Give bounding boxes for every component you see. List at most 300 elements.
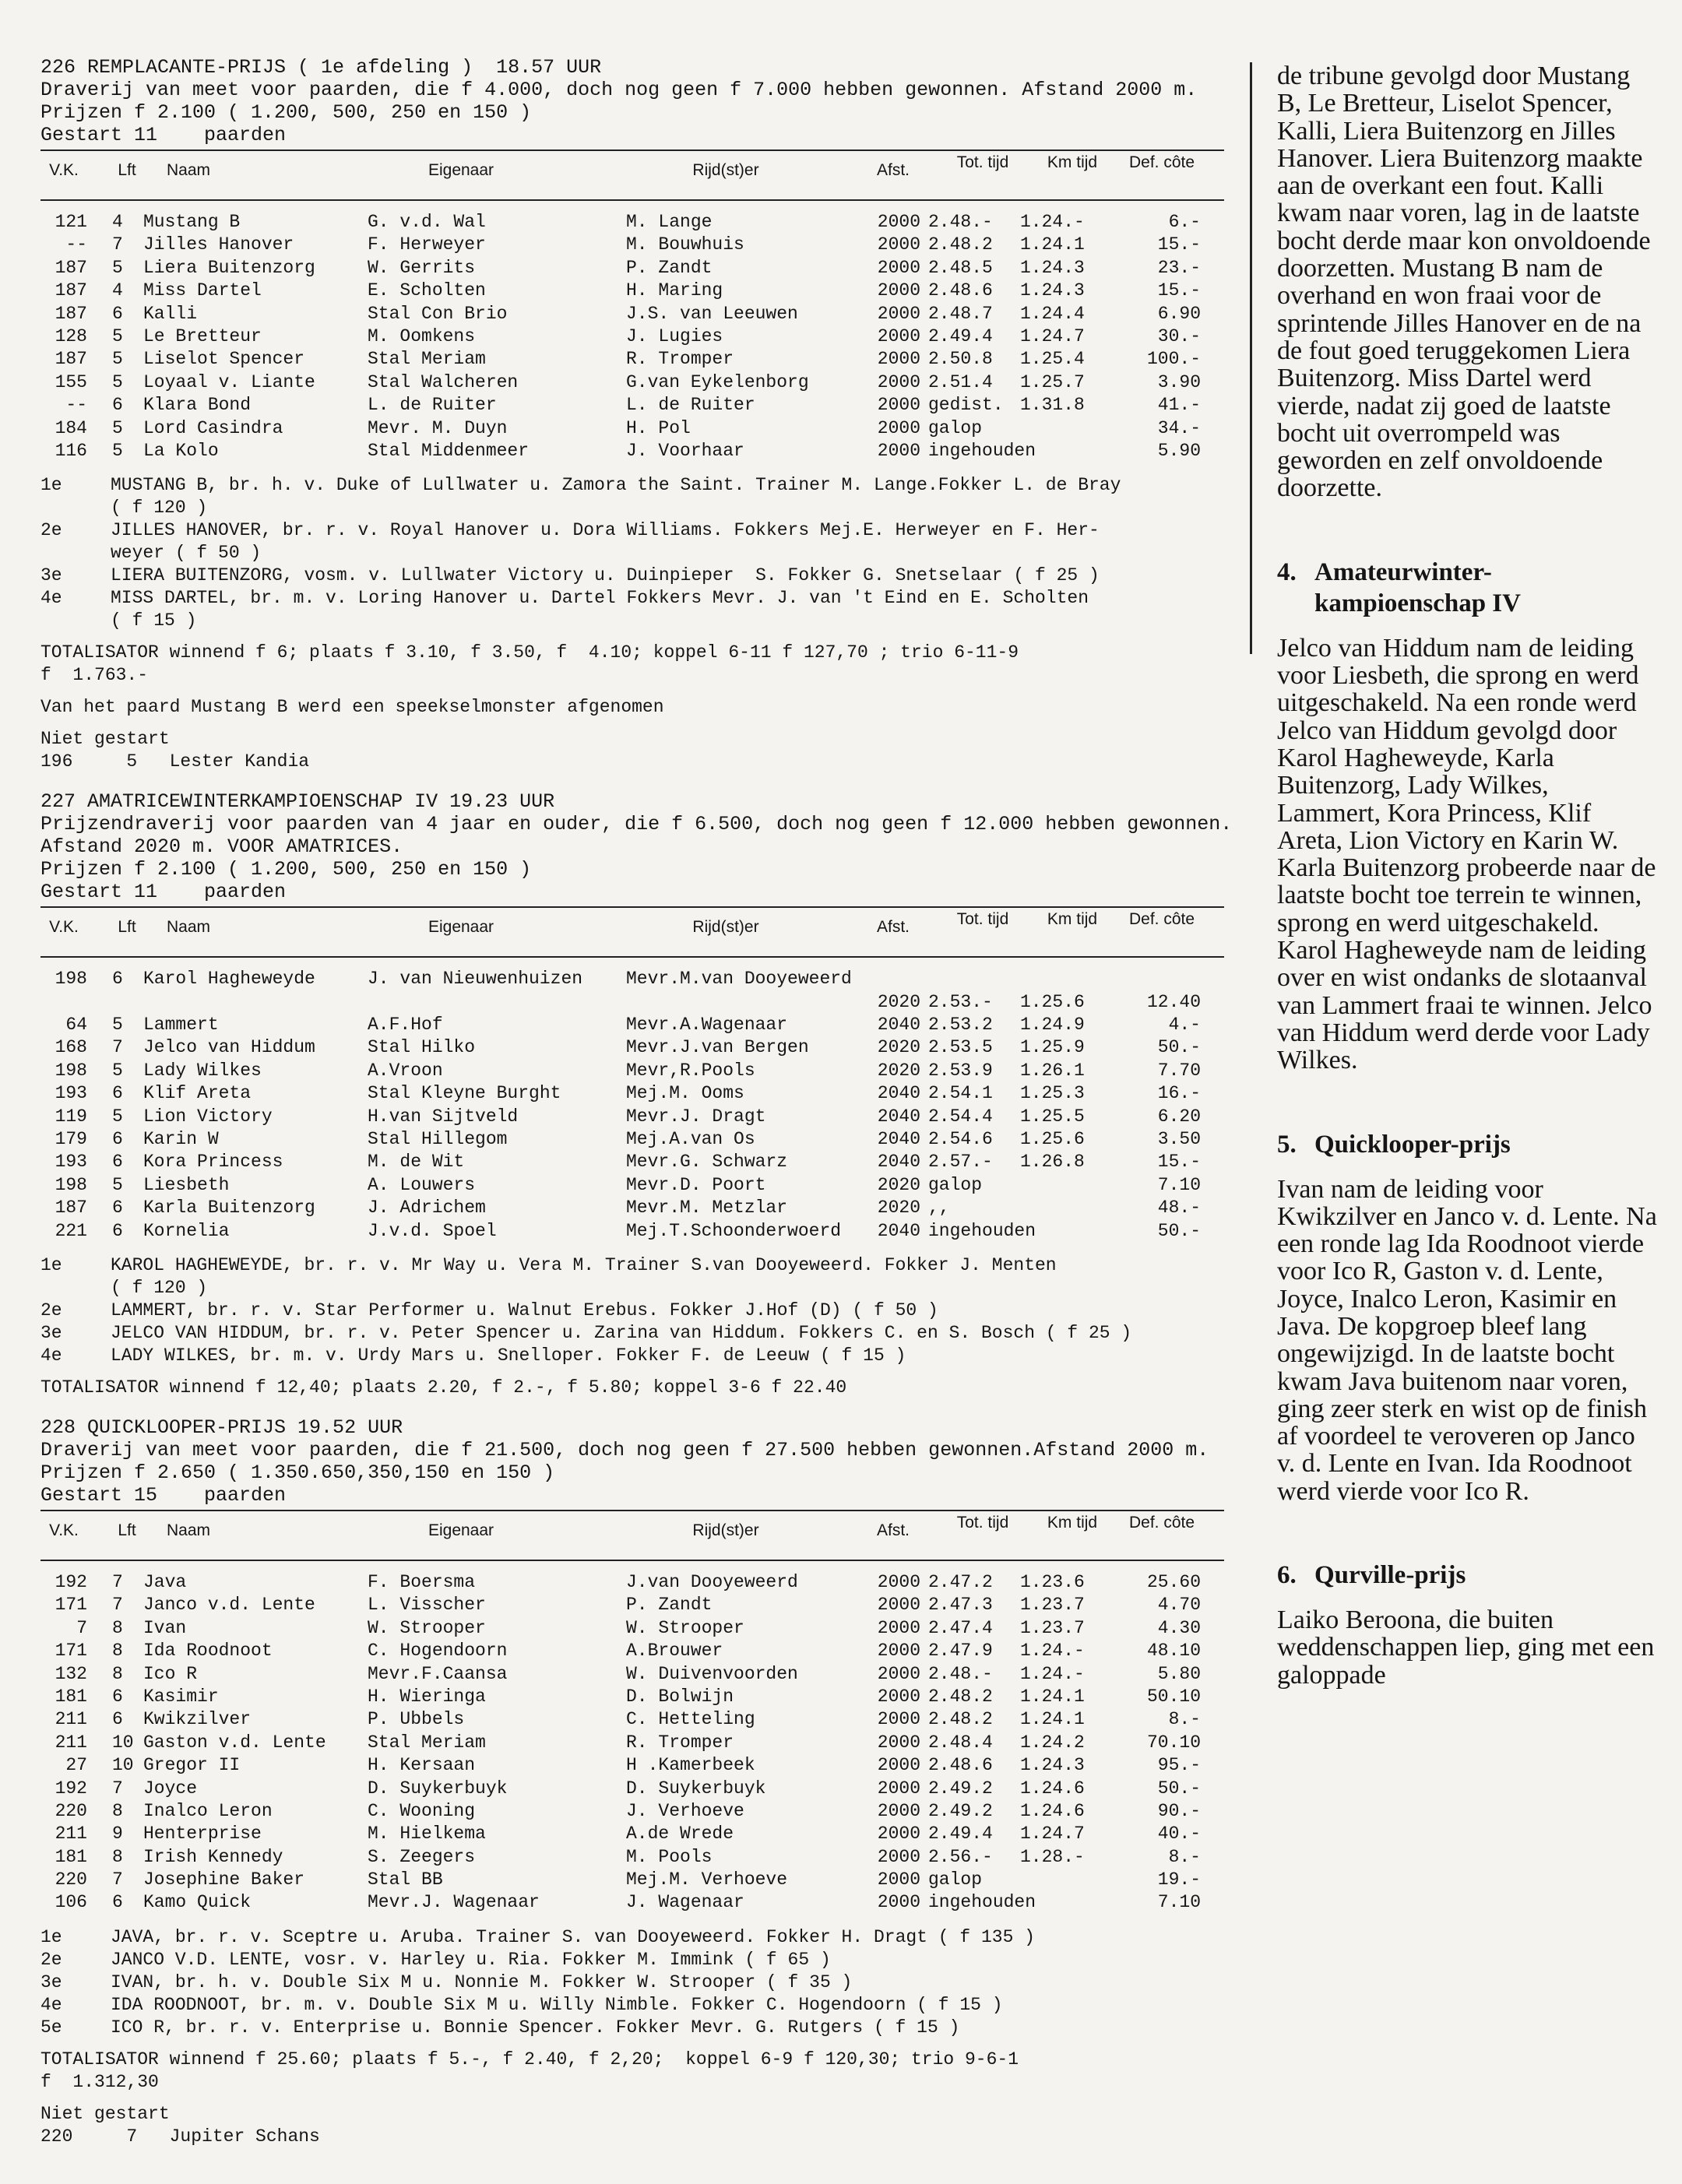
table-cell: 2000 (877, 1709, 920, 1730)
column-header: V.K. (49, 918, 79, 937)
table-cell: Liesbeth (143, 1174, 230, 1195)
table-row (40, 1083, 1224, 1106)
table-cell: 7.10 (1157, 1174, 1201, 1195)
table-cell: 1.23.7 (1020, 1595, 1085, 1616)
table-cell: 2.54.4 (928, 1106, 993, 1127)
table-row (40, 1618, 1224, 1641)
table-cell: F. Herweyer (368, 234, 486, 255)
table-cell: R. Tromper (626, 349, 734, 370)
starters-count: Gestart 11 paarden (40, 124, 287, 146)
table-cell: 116 (55, 440, 87, 461)
table-cell: 7 (112, 1595, 123, 1616)
table-cell: 4.70 (1157, 1595, 1201, 1616)
table-cell: 155 (55, 371, 87, 392)
table-cell: 1.24.- (1020, 212, 1085, 232)
table-cell: 2000 (877, 212, 920, 232)
table-cell: D. Suykerbuyk (626, 1778, 766, 1799)
table-cell: Mevr.J. Wagenaar (368, 1892, 540, 1913)
table-cell: 2.56.- (928, 1846, 993, 1867)
table-cell: Jelco van Hiddum (143, 1037, 315, 1058)
column-header: Def. côte (1128, 910, 1195, 929)
table-cell: 1.23.6 (1020, 1571, 1085, 1592)
table-cell: Mustang B (143, 212, 241, 232)
table-cell: J.S. van Leeuwen (626, 303, 798, 324)
table-cell: 25.60 (1146, 1571, 1201, 1592)
placing-rank: 1e (40, 475, 62, 496)
table-row (40, 280, 1224, 303)
table-row (40, 212, 1224, 234)
race-note: Niet gestart 196 5 Lester Kandia (40, 729, 310, 772)
table-cell: Kamo Quick (143, 1892, 252, 1913)
table-row (40, 234, 1224, 257)
table-cell: 7 (76, 1617, 87, 1638)
table-cell: 2.53.- (928, 991, 993, 1012)
table-cell: 187 (55, 349, 87, 370)
placing-entry (40, 564, 1224, 587)
table-cell: 1.24.6 (1020, 1800, 1085, 1821)
table-cell: 2.49.2 (928, 1778, 993, 1799)
placing-text: JILLES HANOVER, br. r. v. Royal Hanover u. Dora Williams. Fokkers Mej.E. Herweyer en F. Her- weyer ( f 50 ) (111, 520, 1100, 564)
table-cell: 2000 (877, 1800, 920, 1821)
table-cell: 48.- (1157, 1198, 1201, 1219)
table-cell: 211 (55, 1824, 87, 1845)
placing-entry (40, 519, 1224, 564)
spacer (40, 1915, 1224, 1926)
table-cell: P. Zandt (626, 1595, 713, 1616)
table-cell: 2.48.7 (928, 303, 993, 324)
placings-list (40, 1926, 1224, 2039)
column-header: Afst. (876, 1521, 910, 1539)
column-header: Lft (118, 1521, 136, 1539)
table-cell: 70.10 (1146, 1732, 1201, 1753)
table-cell: 8.- (1168, 1709, 1201, 1730)
table-cell: W. Duivenvoorden (626, 1663, 798, 1684)
table-cell: 2000 (877, 1755, 920, 1776)
table-cell: 50.- (1157, 1037, 1201, 1058)
table-cell: 1.25.6 (1020, 991, 1085, 1012)
table-cell: 2020 (877, 1198, 920, 1219)
table-row (40, 258, 1224, 280)
table-row (40, 1847, 1224, 1869)
table-cell: 2.48.6 (928, 1755, 993, 1776)
table-cell: Ida Roodnoot (143, 1641, 273, 1662)
table-cell: 5 (112, 417, 123, 438)
table-cell: 220 (55, 1800, 87, 1821)
section-number: 5. (1277, 1130, 1297, 1159)
section-text: Laiko Beroona, die buiten weddenschappen liep, ging met een galoppade (1277, 1605, 1655, 1690)
table-cell: 23.- (1157, 257, 1201, 278)
column-header: Naam (166, 1521, 211, 1539)
table-cell: 2.48.- (928, 212, 993, 232)
table-cell: 6 (112, 969, 123, 990)
table-cell: C. Hetteling (626, 1709, 755, 1730)
placing-rank: 2e (40, 1949, 62, 1970)
table-cell: 168 (55, 1037, 87, 1058)
table-cell: Kora Princess (143, 1152, 283, 1173)
placing-text: JANCO V.D. LENTE, vosr. v. Harley u. Ria. Fokker M. Immink ( f 65 ) (111, 1949, 831, 1970)
table-cell: -- (65, 234, 87, 255)
placing-text: LADY WILKES, br. m. v. Urdy Mars u. Snelloper. Fokker F. de Leeuw ( f 15 ) (111, 1345, 906, 1366)
table-cell: 6 (112, 303, 123, 324)
table-cell: Kornelia (143, 1220, 230, 1241)
table-cell: 2020 (877, 1060, 920, 1081)
table-cell: Mevr.M.van Dooyeweerd (626, 969, 852, 990)
table-cell: 6 (112, 1220, 123, 1241)
column-header: Tot. tijd (956, 1513, 1009, 1532)
table-cell: 8 (112, 1800, 123, 1821)
column-header: Def. côte (1128, 1513, 1195, 1532)
table-cell: 9 (112, 1824, 123, 1845)
table-cell: 1.24.- (1020, 1663, 1085, 1684)
table-row (40, 1152, 1224, 1174)
placing-entry (40, 1322, 1224, 1345)
table-cell: 2.47.4 (928, 1617, 993, 1638)
spacer (40, 2148, 1224, 2159)
table-cell: 2000 (877, 1778, 920, 1799)
section-heading (1277, 557, 1659, 619)
table-cell: 7.70 (1157, 1060, 1201, 1081)
table-cell: 50.- (1157, 1220, 1201, 1241)
table-row (40, 418, 1224, 441)
table-cell: 5 (112, 1060, 123, 1081)
table-cell: 2.49.4 (928, 1824, 993, 1845)
table-cell: Mej.M. Ooms (626, 1083, 744, 1104)
table-cell: 2000 (877, 234, 920, 255)
table-cell: Mevr.J.van Bergen (626, 1037, 809, 1058)
column-header: Afst. (876, 918, 910, 937)
table-cell: 193 (55, 1083, 87, 1104)
table-cell: 2.48.5 (928, 257, 993, 278)
race-note: Niet gestart 220 7 Jupiter Schans (40, 2103, 320, 2147)
column-header: Lft (118, 161, 136, 179)
table-cell: La Kolo (143, 440, 219, 461)
table-cell: H. Kersaan (368, 1755, 476, 1776)
table-cell: 192 (55, 1571, 87, 1592)
table-cell: 8 (112, 1641, 123, 1662)
table-cell: 2.57.- (928, 1152, 993, 1173)
table-cell: 27 (65, 1755, 87, 1776)
table-cell: J. Voorhaar (626, 440, 744, 461)
table-row (40, 1037, 1224, 1060)
table-cell: 2000 (877, 417, 920, 438)
table-cell: Mevr.A.Wagenaar (626, 1015, 788, 1036)
table-cell: 3.90 (1157, 371, 1201, 392)
table-cell: 8 (112, 1663, 123, 1684)
table-cell: 5 (112, 349, 123, 370)
table-cell: 5 (112, 440, 123, 461)
table-row (40, 1015, 1224, 1037)
table-cell: 1.24.3 (1020, 280, 1085, 301)
race-heading-line: Afstand 2020 m. VOOR AMATRICES. (40, 835, 403, 859)
column-divider (1250, 62, 1252, 654)
column-header: Km tijd (1047, 910, 1098, 929)
table-cell: Mej.M. Verhoeve (626, 1869, 788, 1890)
table-cell: 6 (112, 395, 123, 416)
table-cell: M. de Wit (368, 1152, 465, 1173)
results-table-header (40, 149, 1224, 201)
section-title: Amateurwinter- (1314, 557, 1492, 586)
placings-list (40, 474, 1224, 632)
table-cell: M. Pools (626, 1846, 713, 1867)
table-cell: 1.25.5 (1020, 1106, 1085, 1127)
table-cell: M. Hielkema (368, 1824, 486, 1845)
table-cell: J.v.d. Spoel (368, 1220, 497, 1241)
table-cell: G.van Eykelenborg (626, 371, 809, 392)
table-cell: 2040 (877, 1129, 920, 1150)
table-cell: 90.- (1157, 1800, 1201, 1821)
table-cell: 2.47.2 (928, 1571, 993, 1592)
table-cell: 2.49.4 (928, 325, 993, 346)
table-cell: Java (143, 1571, 187, 1592)
table-cell: 2020 (877, 1174, 920, 1195)
table-cell: 187 (55, 1198, 87, 1219)
table-cell: Lord Casindra (143, 417, 283, 438)
table-cell: 2.54.6 (928, 1129, 993, 1150)
table-cell: 1.25.3 (1020, 1083, 1085, 1104)
table-row (40, 1801, 1224, 1824)
table-cell: 7 (112, 234, 123, 255)
table-cell: Stal Walcheren (368, 371, 519, 392)
table-cell: 106 (55, 1892, 87, 1913)
table-cell: 2.49.2 (928, 1800, 993, 1821)
results-table-header (40, 906, 1224, 958)
placing-text: JELCO VAN HIDDUM, br. r. v. Peter Spencer u. Zarina van Hiddum. Fokkers C. en S. Bosch ( f 25 ) (111, 1322, 1132, 1343)
table-row (40, 1824, 1224, 1846)
table-cell: J. Wagenaar (626, 1892, 744, 1913)
table-row (40, 1060, 1224, 1083)
placing-text: LAMMERT, br. r. v. Star Performer u. Walnut Erebus. Fokker J.Hof (D) ( f 50 ) (111, 1299, 938, 1321)
table-cell: 1.24.1 (1020, 1709, 1085, 1730)
commentary-column (1277, 62, 1659, 1689)
table-cell: 2000 (877, 303, 920, 324)
table-cell: Liselot Spencer (143, 349, 305, 370)
placing-text: MISS DARTEL, br. m. v. Loring Hanover u. Dartel Fokkers Mevr. J. van 't Eind en E. Scholten ( f 15 ) (111, 588, 1089, 631)
table-cell: Jilles Hanover (143, 234, 294, 255)
table-cell: 6 (112, 1709, 123, 1730)
totalisator-line: TOTALISATOR winnend f 6; plaats f 3.10, f 3.50, f 4.10; koppel 6-11 f 127,70 ; trio 6-11-9 f 1.763.- (40, 642, 1019, 686)
table-cell: galop (928, 1174, 983, 1195)
table-cell: Stal Hillegom (368, 1129, 508, 1150)
table-cell: 5.80 (1157, 1663, 1201, 1684)
table-row-continued (40, 992, 1224, 1015)
table-cell: 16.- (1157, 1083, 1201, 1104)
table-cell: 2000 (877, 1892, 920, 1913)
table-cell: 15.- (1157, 234, 1201, 255)
table-cell: H. Maring (626, 280, 723, 301)
table-cell: Josephine Baker (143, 1869, 305, 1890)
table-cell: 2000 (877, 1663, 920, 1684)
table-cell: 1.24.1 (1020, 234, 1085, 255)
table-cell: 2040 (877, 1152, 920, 1173)
table-cell: Karla Buitenzorg (143, 1198, 315, 1219)
column-header: Rijd(st)er (692, 161, 759, 179)
table-cell: 6 (112, 1083, 123, 1104)
table-cell: P. Ubbels (368, 1709, 465, 1730)
race-heading-line: Prijzen f 2.100 ( 1.200, 500, 250 en 150 ) (40, 101, 532, 124)
table-cell: Kwikzilver (143, 1709, 252, 1730)
starters-count: Gestart 11 paarden (40, 881, 287, 904)
table-cell: 2040 (877, 1220, 920, 1241)
table-cell: 132 (55, 1663, 87, 1684)
column-header: Naam (166, 161, 211, 179)
table-cell: 1.24.3 (1020, 1755, 1085, 1776)
table-cell: 4.30 (1157, 1617, 1201, 1638)
table-row (40, 1732, 1224, 1755)
placing-entry (40, 474, 1224, 519)
table-cell: 2000 (877, 440, 920, 461)
placing-rank: 4e (40, 588, 62, 609)
table-cell: 7.10 (1157, 1892, 1201, 1913)
table-cell: gedist. (928, 395, 1004, 416)
table-cell: 2000 (877, 1595, 920, 1616)
table-cell: 7 (112, 1778, 123, 1799)
table-cell: galop (928, 1869, 983, 1890)
table-cell: 187 (55, 257, 87, 278)
table-cell: Lammert (143, 1015, 219, 1036)
table-cell: Lion Victory (143, 1106, 273, 1127)
table-row (40, 1686, 1224, 1709)
table-cell: 128 (55, 325, 87, 346)
table-cell: Inalco Leron (143, 1800, 273, 1821)
section-text: Jelco van Hiddum nam de leiding voor Liesbeth, die sprong en werd uitgeschakeld. Na een ronde werd Jelco van Hiddum gevolgd door Karol Hagheweyde, Karla Buitenzorg, Lady Wilkes, Lammert, Kora Princess, Klif Areta, Lion Victory en Karin W. Karla Buitenzorg probeerde naar de laatste bocht toe terrein te winnen, sprong en werd uitgeschakeld. Karol Hagheweyde nam de leiding over en wist ondanks de slotaanval van Lammert fraai te winnen. Jelco van Hiddum werd derde voor Lady Wilkes. (1277, 633, 1656, 1075)
placing-text: JAVA, br. r. v. Sceptre u. Aruba. Trainer S. van Dooyeweerd. Fokker H. Dragt ( f 135 ) (111, 1926, 1035, 1947)
table-cell: J. Lugies (626, 325, 723, 346)
table-cell: 50.- (1157, 1778, 1201, 1799)
table-cell: 2.48.- (928, 1663, 993, 1684)
table-cell: Stal Kleyne Burght (368, 1083, 561, 1104)
results-table-header (40, 1510, 1224, 1561)
table-cell: 211 (55, 1732, 87, 1753)
table-cell: R. Tromper (626, 1732, 734, 1753)
table-cell: 5 (112, 1106, 123, 1127)
table-cell: Gaston v.d. Lente (143, 1732, 326, 1753)
placing-text: MUSTANG B, br. h. v. Duke of Lullwater u. Zamora the Saint. Trainer M. Lange.Fokker L. de Bray ( f 120 ) (111, 475, 1121, 519)
table-cell: Miss Dartel (143, 280, 262, 301)
table-cell: 1.24.1 (1020, 1686, 1085, 1707)
placing-entry (40, 2017, 1224, 2039)
table-cell: 1.24.2 (1020, 1732, 1085, 1753)
table-cell: Mevr.J. Dragt (626, 1106, 766, 1127)
table-cell: L. Visscher (368, 1595, 486, 1616)
table-cell: 48.10 (1146, 1641, 1201, 1662)
table-cell: 2000 (877, 325, 920, 346)
table-row (40, 1129, 1224, 1152)
placing-entry (40, 1345, 1224, 1367)
table-cell: 187 (55, 303, 87, 324)
table-cell: 2.53.2 (928, 1015, 993, 1036)
table-cell: 1.25.7 (1020, 371, 1085, 392)
placing-rank: 3e (40, 565, 62, 586)
placing-rank: 2e (40, 520, 62, 541)
table-row (40, 349, 1224, 371)
table-cell: Stal Hilko (368, 1037, 476, 1058)
table-cell: 2000 (877, 257, 920, 278)
column-header: Km tijd (1047, 1513, 1098, 1532)
table-cell: J. Adrichem (368, 1198, 486, 1219)
race-heading-line: Prijzen f 2.100 ( 1.200, 500, 250 en 150 ) (40, 858, 532, 881)
table-row (40, 395, 1224, 417)
table-cell: 2040 (877, 1083, 920, 1104)
table-row (40, 372, 1224, 395)
table-cell: G. v.d. Wal (368, 212, 486, 232)
table-cell: 1.24.9 (1020, 1015, 1085, 1036)
table-cell: 2.48.2 (928, 1709, 993, 1730)
table-cell: 2.48.6 (928, 280, 993, 301)
table-cell: ingehouden (928, 1220, 1036, 1241)
table-cell: W. Strooper (626, 1617, 744, 1638)
table-cell: 8 (112, 1846, 123, 1867)
table-cell: 2000 (877, 1824, 920, 1845)
table-cell: Kalli (143, 303, 198, 324)
column-header: Rijd(st)er (692, 918, 759, 937)
placing-entry (40, 1949, 1224, 1971)
table-cell: 2020 (877, 991, 920, 1012)
table-cell: W. Strooper (368, 1617, 486, 1638)
table-cell: Stal Meriam (368, 1732, 486, 1753)
table-cell: 6.90 (1157, 303, 1201, 324)
table-cell: 121 (55, 212, 87, 232)
table-cell: Karol Hagheweyde (143, 969, 315, 990)
table-row (40, 1175, 1224, 1198)
table-cell: Stal BB (368, 1869, 443, 1890)
column-header: Eigenaar (428, 1521, 494, 1539)
table-cell: 1.24.6 (1020, 1778, 1085, 1799)
table-cell: A.de Wrede (626, 1824, 734, 1845)
table-cell: H. Wieringa (368, 1686, 486, 1707)
table-cell: 1.25.6 (1020, 1129, 1085, 1150)
section-title: Qurville-prijs (1314, 1561, 1466, 1590)
table-cell: 1.25.4 (1020, 349, 1085, 370)
table-cell: 1.25.9 (1020, 1037, 1085, 1058)
placing-text: KAROL HAGHEWEYDE, br. r. v. Mr Way u. Vera M. Trainer S.van Dooyeweerd. Fokker J. Menten ( f 120 ) (111, 1254, 1057, 1298)
table-cell: Henterprise (143, 1824, 262, 1845)
table-cell: M. Bouwhuis (626, 234, 744, 255)
table-cell: 6 (112, 1892, 123, 1913)
table-row (40, 1572, 1224, 1595)
section-text: Ivan nam de leiding voor Kwikzilver en Janco v. d. Lente. Na een ronde lag Ida Roodnoot vierde voor Ico R, Gaston v. d. Lente, Joyce, Inalco Leron, Kasimir en Java. De kopgroep bleef lang ongewijzigd. In de laatste bocht kwam Java buitenom naar voren, ging zeer sterk en wist op de finish af voordeel te veroveren op Janco v. d. Lente en Ivan. Ida Roodnoot werd vierde voor Ico R. (1277, 1174, 1657, 1506)
column-header: Naam (166, 918, 211, 937)
table-cell: 10 (112, 1732, 134, 1753)
section-number: 4. (1277, 557, 1297, 586)
table-cell: 3.50 (1157, 1129, 1201, 1150)
table-row (40, 1106, 1224, 1129)
table-cell: 2040 (877, 1015, 920, 1036)
table-cell: Gregor II (143, 1755, 241, 1776)
table-cell: 15.- (1157, 1152, 1201, 1173)
table-cell: J. Verhoeve (626, 1800, 744, 1821)
table-cell: 171 (55, 1595, 87, 1616)
table-cell: Stal Meriam (368, 349, 486, 370)
spacer (40, 1399, 1224, 1410)
table-cell: 192 (55, 1778, 87, 1799)
table-cell: H.van Sijtveld (368, 1106, 519, 1127)
column-header: Eigenaar (428, 161, 494, 179)
column-header: Def. côte (1128, 153, 1195, 171)
placing-rank: 3e (40, 1971, 62, 1992)
table-cell: -- (65, 395, 87, 416)
table-cell: 2000 (877, 395, 920, 416)
column-header: Eigenaar (428, 918, 494, 937)
table-cell: 119 (55, 1106, 87, 1127)
spacer (40, 1243, 1224, 1254)
placing-text: LIERA BUITENZORG, vosm. v. Lullwater Victory u. Duinpieper S. Fokker G. Snetselaar ( f 25 ) (111, 565, 1100, 586)
table-row (40, 1664, 1224, 1686)
table-row (40, 304, 1224, 326)
section-heading (1277, 1560, 1659, 1591)
table-cell: 2.50.8 (928, 349, 993, 370)
table-cell: 12.40 (1146, 991, 1201, 1012)
race-heading-line: Prijzendraverij voor paarden van 4 jaar en ouder, die f 6.500, doch nog geen f 12.000 hebben gewonnen. (40, 813, 1233, 836)
